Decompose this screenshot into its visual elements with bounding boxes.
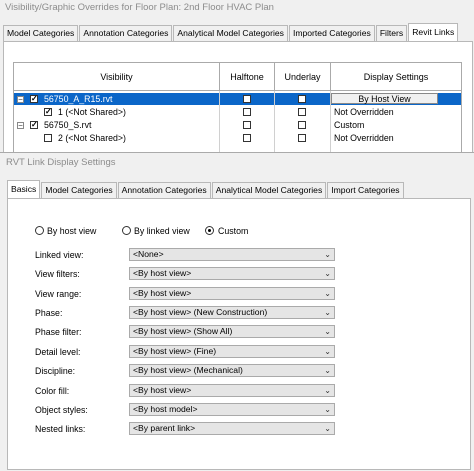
tab-model-categories[interactable]: Model Categories [3, 25, 78, 41]
phase-dropdown[interactable] [129, 306, 335, 319]
chevron-down-icon: ⌄ [324, 250, 331, 259]
halftone-checkbox[interactable] [243, 95, 251, 103]
view-range-dropdown[interactable] [129, 287, 335, 300]
color-fill-value: <By host view> [133, 385, 192, 395]
link-name: 56750_S.rvt [44, 120, 92, 130]
view-filters-value: <By host view> [133, 268, 192, 278]
underlay-checkbox[interactable] [298, 108, 306, 116]
by-host-view-label: By host view [47, 226, 97, 236]
chevron-down-icon: ⌄ [324, 327, 331, 336]
halftone-checkbox[interactable] [243, 121, 251, 129]
phase-label: Phase: [35, 308, 63, 318]
view-filters-label: View filters: [35, 269, 80, 279]
tab-model-categories[interactable]: Model Categories [41, 182, 116, 198]
detail-level-label: Detail level: [35, 347, 81, 357]
tab-revit-links[interactable]: Revit Links [408, 23, 458, 41]
chevron-down-icon: ⌄ [324, 308, 331, 317]
by-linked-view-label: By linked view [134, 226, 190, 236]
display-settings-button[interactable]: By Host View [331, 93, 438, 104]
chevron-down-icon: ⌄ [324, 405, 331, 414]
table-row[interactable] [14, 132, 461, 144]
table-row[interactable] [14, 93, 461, 105]
display-settings-value[interactable]: Not Overridden [334, 107, 394, 117]
tab-analytical-model-categories[interactable]: Analytical Model Categories [212, 182, 327, 198]
color-fill-dropdown[interactable] [129, 384, 335, 397]
header-display-settings[interactable]: Display Settings [331, 63, 461, 91]
visibility-checkbox[interactable] [44, 134, 52, 142]
underlay-checkbox[interactable] [298, 121, 306, 129]
object-styles-value: <By host model> [133, 404, 198, 414]
column-divider [219, 91, 220, 158]
tab-analytical-model-categories[interactable]: Analytical Model Categories [173, 25, 288, 41]
by-linked-view-radio[interactable] [122, 226, 131, 235]
instance-name: 2 (<Not Shared>) [58, 133, 126, 143]
table-row[interactable] [14, 106, 461, 118]
underlay-checkbox[interactable] [298, 95, 306, 103]
by-host-view-radio[interactable] [35, 226, 44, 235]
header-visibility[interactable]: Visibility [14, 63, 220, 91]
discipline-label: Discipline: [35, 366, 76, 376]
basics-panel [7, 198, 471, 470]
discipline-dropdown[interactable] [129, 364, 335, 377]
tab-basics[interactable]: Basics [7, 180, 40, 198]
view-range-label: View range: [35, 289, 82, 299]
visibility-checkbox[interactable]: ✓ [31, 94, 38, 103]
dialog-title: RVT Link Display Settings [6, 157, 116, 168]
tab-annotation-categories[interactable]: Annotation Categories [79, 25, 172, 41]
view-filters-dropdown[interactable] [129, 267, 335, 280]
window-title: Visibility/Graphic Overrides for Floor Plan: 2nd Floor HVAC Plan [5, 2, 274, 13]
phase-value: <By host view> (New Construction) [133, 307, 268, 317]
object-styles-dropdown[interactable] [129, 403, 335, 416]
tab-annotation-categories[interactable]: Annotation Categories [118, 182, 211, 198]
phase-filter-dropdown[interactable] [129, 325, 335, 338]
chevron-down-icon: ⌄ [324, 347, 331, 356]
chevron-down-icon: ⌄ [324, 386, 331, 395]
custom-radio[interactable] [205, 226, 214, 235]
nested-links-value: <By parent link> [133, 423, 196, 433]
nested-links-label: Nested links: [35, 424, 86, 434]
halftone-checkbox[interactable] [243, 134, 251, 142]
table-row[interactable] [14, 119, 461, 131]
discipline-value: <By host view> (Mechanical) [133, 365, 243, 375]
dialog-tab-bar [7, 182, 405, 198]
object-styles-label: Object styles: [35, 405, 88, 415]
nested-links-dropdown[interactable] [129, 422, 335, 435]
halftone-checkbox[interactable] [243, 108, 251, 116]
detail-level-dropdown[interactable] [129, 345, 335, 358]
linked-view-label: Linked view: [35, 250, 84, 260]
chevron-down-icon: ⌄ [324, 289, 331, 298]
instance-name: 1 (<Not Shared>) [58, 107, 126, 117]
header-halftone[interactable]: Halftone [220, 63, 275, 91]
view-range-value: <By host view> [133, 288, 192, 298]
tab-import-categories[interactable]: Import Categories [327, 182, 403, 198]
color-fill-label: Color fill: [35, 386, 70, 396]
collapse-icon[interactable]: − [18, 121, 23, 130]
header-underlay[interactable]: Underlay [275, 63, 331, 91]
phase-filter-value: <By host view> (Show All) [133, 326, 233, 336]
linked-view-dropdown[interactable] [129, 248, 335, 261]
column-divider [330, 91, 331, 158]
custom-label: Custom [218, 226, 249, 236]
tab-filters[interactable]: Filters [376, 25, 407, 41]
visibility-checkbox[interactable]: ✓ [31, 120, 38, 129]
chevron-down-icon: ⌄ [324, 366, 331, 375]
collapse-icon[interactable]: − [18, 95, 23, 104]
chevron-down-icon: ⌄ [324, 424, 331, 433]
column-divider [274, 91, 275, 158]
underlay-checkbox[interactable] [298, 134, 306, 142]
detail-level-value: <By host view> (Fine) [133, 346, 217, 356]
phase-filter-label: Phase filter: [35, 327, 82, 337]
linked-view-value: <None> [133, 249, 164, 259]
main-tab-bar [3, 25, 459, 41]
visibility-checkbox[interactable]: ✓ [45, 107, 52, 116]
display-settings-value[interactable]: Not Overridden [334, 133, 394, 143]
link-name: 56750_A_R15.rvt [44, 94, 113, 104]
links-grid [13, 62, 462, 157]
tab-imported-categories[interactable]: Imported Categories [289, 25, 375, 41]
chevron-down-icon: ⌄ [324, 269, 331, 278]
display-settings-value[interactable]: Custom [334, 120, 365, 130]
